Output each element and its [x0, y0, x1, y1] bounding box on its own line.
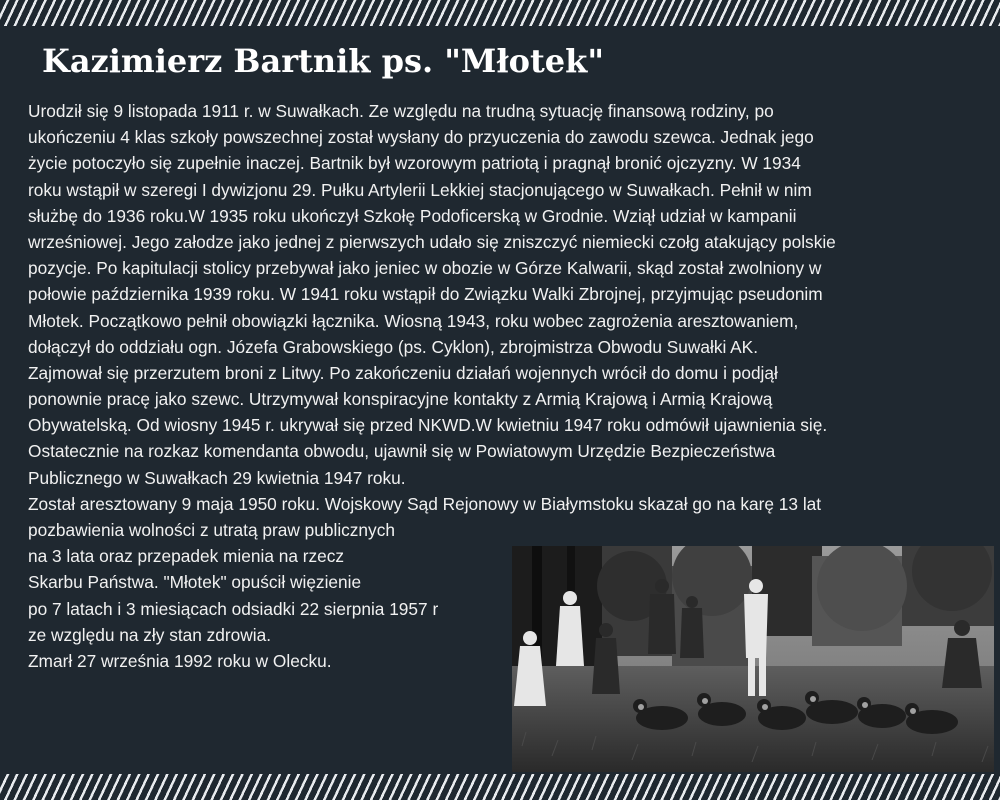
- text-line: pozbawienia wolności z utratą praw publicznych: [28, 520, 395, 540]
- text-line: służbę do 1936 roku.W 1935 roku ukończył Szkołę Podoficerską w Grodnie. Wziął udział w kampanii: [28, 205, 797, 226]
- page-title: Kazimierz Bartnik ps. "Młotek": [42, 42, 604, 80]
- text-line: Ostatecznie na rozkaz komendanta obwodu, ujawnił się w Powiatowym Urzędzie Bezpieczeństwa: [28, 441, 776, 462]
- text-line: Skarbu Państwa. "Młotek" opuścił więzienie: [28, 572, 362, 593]
- text-line: połowie października 1939 roku. W 1941 roku wstąpił do Związku Walki Zbrojnej, przyjmując pseudonim: [28, 284, 823, 305]
- text-line: Został aresztowany 9 maja 1950 roku. Wojskowy Sąd Rejonowy w Białymstoku skazał go na karę 13 lat: [28, 493, 822, 514]
- text-line: wrześniowej. Jego załodze jako jednej z pierwszych udało się zniszczyć niemiecki czołg atakujący polskie: [28, 231, 836, 252]
- text-line: po 7 latach i 3 miesiącach odsiadki 22 sierpnia 1957 r: [28, 598, 439, 619]
- text-line: Zajmował się przerzutem broni z Litwy. Po zakończeniu działań wojennych wrócił do domu i podjął: [28, 362, 778, 383]
- partisan-group-photo: [512, 546, 994, 772]
- decorative-stripes-top: [0, 0, 1000, 26]
- text-line: życie potoczyło się zupełnie inaczej. Bartnik był wzorowym patriotą i pragnął bronić ojczyzny. W 1934: [28, 153, 801, 174]
- text-line: roku wstąpił w szeregi I dywizjonu 29. Pułku Artylerii Lekkiej stacjonującego w Suwałkach. Pełnił w nim: [28, 179, 812, 200]
- decorative-stripes-bottom: [0, 774, 1000, 800]
- text-line: ukończeniu 4 klas szkoły powszechnej został wysłany do przyuczenia do zawodu szewca. Jednak jego: [28, 127, 814, 148]
- text-line: Młotek. Początkowo pełnił obowiązki łącznika. Wiosną 1943, roku wobec zagrożenia aresztowaniem,: [28, 310, 799, 331]
- text-line: pozycje. Po kapitulacji stolicy przebywał jako jeniec w obozie w Górze Kalwarii, skąd został zwolniony w: [28, 258, 822, 279]
- text-line: Zmarł 27 września 1992 roku w Olecku.: [28, 650, 332, 671]
- text-line: Publicznego w Suwałkach 29 kwietnia 1947 roku.: [28, 467, 406, 488]
- text-line: na 3 lata oraz przepadek mienia na rzecz: [28, 546, 345, 567]
- text-line: ponownie pracę jako szewc. Utrzymywał konspiracyjne kontakty z Armią Krajową i Armią Krajową: [28, 389, 773, 410]
- text-line: ze względu na zły stan zdrowia.: [28, 624, 272, 645]
- text-line: Urodził się 9 listopada 1911 r. w Suwałkach. Ze względu na trudną sytuację finansową rodziny, po: [28, 101, 774, 121]
- text-line: dołączył do oddziału ogn. Józefa Grabowskiego (ps. Cyklon), zbrojmistrza Obwodu Suwałki AK.: [28, 336, 758, 357]
- text-line: Obywatelską. Od wiosny 1945 r. ukrywał się przed NKWD.W kwietniu 1947 roku odmówił ujawnienia się.: [28, 415, 828, 436]
